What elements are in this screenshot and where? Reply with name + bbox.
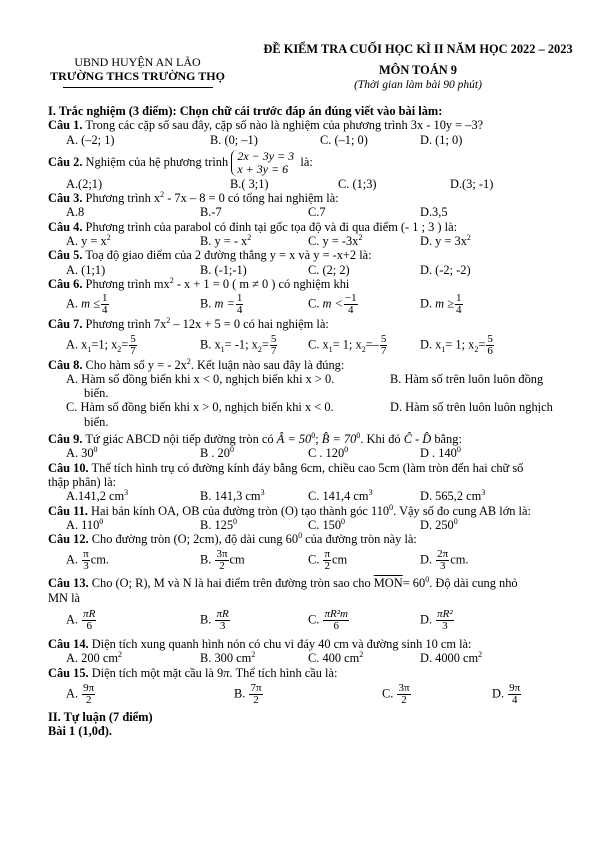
equation-system: 2x − 3y = 3 x + 3y = 6 [231, 150, 294, 176]
question-8: Câu 8. Cho hàm số y = - $2x^2$. Kết luận nào sau đây là đúng: [48, 356, 345, 372]
question-15-options [48, 680, 578, 710]
option-d: D. 565,2 $cm^3$ [420, 488, 486, 504]
option-a: A.141,2 $cm^3$ [66, 488, 129, 504]
subject-title: MÔN TOÁN 9 [378, 63, 458, 77]
option-d: D. $250^0$ [420, 516, 458, 532]
option-b: B. $125^0$ [200, 516, 238, 532]
question-7-options [48, 332, 578, 358]
option-d: D. (-2; -2) [420, 262, 471, 277]
school-name: TRƯỜNG THCS TRƯỜNG THỌ [50, 69, 225, 83]
option-b: B . $20^0$ [200, 445, 234, 461]
option-c: C. $\frac{3\pi}{2}$ [382, 681, 410, 706]
option-b: B.( 3;1) [230, 176, 269, 191]
option-c: C. 141,4 $cm^3$ [308, 488, 373, 504]
option-c: C. $150^0$ [308, 516, 346, 532]
header-right [248, 42, 588, 93]
duration-note: (Thời gian làm bài 90 phút) [354, 79, 482, 91]
option-b: B. (0; –1) [210, 132, 258, 147]
option-c: C. $y = -3x^2$ [308, 232, 363, 249]
question-12: Câu 12. Cho đường tròn (O; 2cm), độ dài cung $60^0$ của đường tròn này là: [48, 531, 417, 547]
question-9-options [48, 446, 578, 460]
option-b: B. $x_1= -1$; $x_2=$ $\frac{5}{7}$ [200, 332, 277, 357]
option-c: C. Hàm số đồng biến khi x > 0, nghịch biến khi x < 0. [66, 400, 334, 415]
question-14-options [48, 651, 578, 665]
option-c: C. (2; 2) [308, 262, 350, 277]
question-1: Câu 1. Trong các cặp số sau đây, cặp số nào là nghiệm của phương trình 3x - 10y = –3? [48, 118, 484, 133]
question-3: Câu 3. Phương trình $x^2 - 7x - 8 = 0$ có tổng hai nghiệm là: [48, 190, 339, 206]
exam-title: ĐỀ KIỂM TRA CUỐI HỌC KÌ II NĂM HỌC 2022 – 2023 [263, 42, 573, 56]
question-10: Câu 10. Thể tích hình trụ có đường kính đáy bằng 6cm, chiều cao 5cm (làm tròn đến hai chữ số [48, 460, 524, 475]
section2-title: II. Tự luận (7 điểm) [48, 709, 153, 724]
option-b: B. Hàm số trên luôn luôn đồng [390, 371, 544, 386]
option-d: D. $y = 3x^2$ [420, 232, 471, 249]
bai1-title: Bài 1 (1,0đ). [48, 724, 113, 739]
question-2: Câu 2. Nghiệm của hệ phương trình 2x − 3y = 3 x + 3y = 6 là: [48, 149, 313, 177]
option-b: B.-7 [200, 205, 222, 220]
option-a: A. m ≤ $\frac{1}{4}$ [66, 292, 108, 317]
option-b: B. m = $\frac{1}{4}$ [200, 292, 243, 317]
question-14: Câu 14. Diện tích xung quanh hình nón có chu vi đáy 40 cm và đường sinh 10 cm là: [48, 637, 472, 652]
question-10-cont: thập phân) là: [48, 474, 117, 489]
question-11-options [48, 518, 578, 532]
question-13-options [48, 605, 578, 637]
option-d: D.3,5 [420, 205, 448, 220]
question-8-options-row2 [48, 400, 578, 414]
option-a: A.8 [66, 205, 85, 220]
question-4: Câu 4. Phương trình của parabol có đỉnh tại gốc tọa độ và đi qua điểm (- 1 ; 3 ) là: [48, 219, 458, 234]
option-d: D. Hàm số trên luôn luôn nghịch [390, 400, 553, 415]
option-b: B. $\frac{\pi R}{3}$ [200, 608, 229, 633]
option-a: A. Hàm số đồng biến khi x < 0, nghịch biến khi x > 0. [66, 371, 335, 386]
option-a: A. $110^0$ [66, 516, 104, 532]
district-name: UBND HUYỆN AN LÃO [74, 55, 201, 69]
option-a: A. (1;1) [66, 262, 106, 277]
option-b: B. 141,3 $cm^3$ [200, 488, 265, 504]
option-a: A. $\frac{\pi}{3}$ cm. [66, 548, 109, 573]
option-c: C. $\frac{\text{πR²m}}{6}$ [308, 608, 348, 633]
question-3-options [48, 205, 578, 219]
option-c: C.7 [308, 205, 326, 220]
option-d: D. (1; 0) [420, 132, 463, 147]
option-a: A. 200 $cm^2$ [66, 650, 122, 666]
option-d: D . $140^0$ [420, 445, 461, 461]
question-7: Câu 7. Phương trình $7x^2 - 12x + 5 = 0$ có hai nghiệm là: [48, 316, 329, 332]
question-2-options [48, 177, 578, 191]
option-c: C. (–1; 0) [320, 132, 368, 147]
option-c: C. (1;3) [338, 176, 377, 191]
question-6-options [48, 291, 578, 317]
exam-body [48, 104, 578, 739]
question-12-options [48, 546, 578, 576]
question-11: Câu 11. Hai bán kính OA, OB của đường tròn (O) tạo thành góc $110^0$. Vậy số đo cung AB lớn là: [48, 502, 531, 518]
question-4-options [48, 234, 578, 248]
option-b: B. y = - $x^2$ [200, 232, 252, 249]
question-15: Câu 15. Diện tích một mặt cầu là 9π. Thể tích hình cầu là: [48, 665, 338, 680]
option-a: A. $x_1=1$; $x_2=$ $\frac{5}{7}$ [66, 332, 136, 357]
option-a: A.(2;1) [66, 176, 103, 191]
option-a: A. $30^0$ [66, 445, 98, 461]
option-b: B. $\frac{3\pi}{2}$ cm [200, 548, 245, 573]
option-d: D. m ≥ $\frac{1}{4}$ [420, 292, 462, 317]
option-c: C. m < $\frac{-1}{4}$ [308, 292, 357, 317]
option-d: D.(3; -1) [450, 176, 494, 191]
question-6: Câu 6. Phương trình $mx^2 - x + 1 = 0$ ( m ≠ 0 ) có nghiệm khi [48, 275, 350, 291]
option-d: D. $\frac{9\pi}{4}$ [492, 681, 521, 706]
header-underline [63, 87, 213, 88]
option-b: B. 300 $cm^2$ [200, 650, 256, 666]
option-a: A. $\frac{9\pi}{2}$ [66, 681, 95, 706]
option-a: A. $y = x^2$ [66, 232, 111, 249]
option-a: A. (–2; 1) [66, 132, 115, 147]
option-c: C . $120^0$ [308, 445, 349, 461]
option-d: D. 4000 $cm^2$ [420, 650, 483, 666]
question-9: Câu 9. Tứ giác ABCD nội tiếp đường tròn có Â = $50^0$; B̂ = $70^0$. Khi đó Ĉ - D̂ bằng: [48, 430, 462, 447]
question-1-options [48, 133, 578, 147]
section1-title: I. Trắc nghiệm (3 điểm): Chọn chữ cái trước đáp án đúng viết vào bài làm: [48, 104, 443, 118]
option-d: D. $\frac{2\pi}{3}$ cm. [420, 548, 469, 573]
option-b: B. $\frac{7\pi}{2}$ [234, 681, 262, 706]
question-13-cont: MN là [48, 590, 81, 605]
question-8-options-row1 [48, 372, 578, 386]
option-c: C. $\frac{\pi}{2}$ cm [308, 548, 348, 573]
option-d: D. $x_1= 1$; $x_2=$ $\frac{5}{6}$ [420, 332, 493, 357]
question-5-options [48, 263, 578, 277]
option-c: C. 400 $cm^2$ [308, 650, 364, 666]
header-left [50, 55, 225, 88]
option-a: A. $\frac{\pi R}{6}$ [66, 608, 96, 633]
option-c: C. $x_1= 1$; $x_2=-$ $\frac{5}{7}$ [308, 332, 387, 357]
option-c-cont: biến. [84, 414, 109, 429]
question-10-options [48, 489, 578, 503]
option-d: D. $\frac{\text{πR²}}{3}$ [420, 608, 453, 633]
option-a-cont: biến. [84, 386, 109, 401]
question-5: Câu 5. Toạ độ giao điểm của 2 đường thẳng y = x và y = -x+2 là: [48, 248, 372, 263]
question-13: Câu 13. Cho (O; R), M và N là hai điểm trên đường tròn sao cho $\overline{MON}= 60^0$. Độ dài cung nhỏ [48, 575, 518, 591]
option-b: B. (-1;-1) [200, 262, 247, 277]
